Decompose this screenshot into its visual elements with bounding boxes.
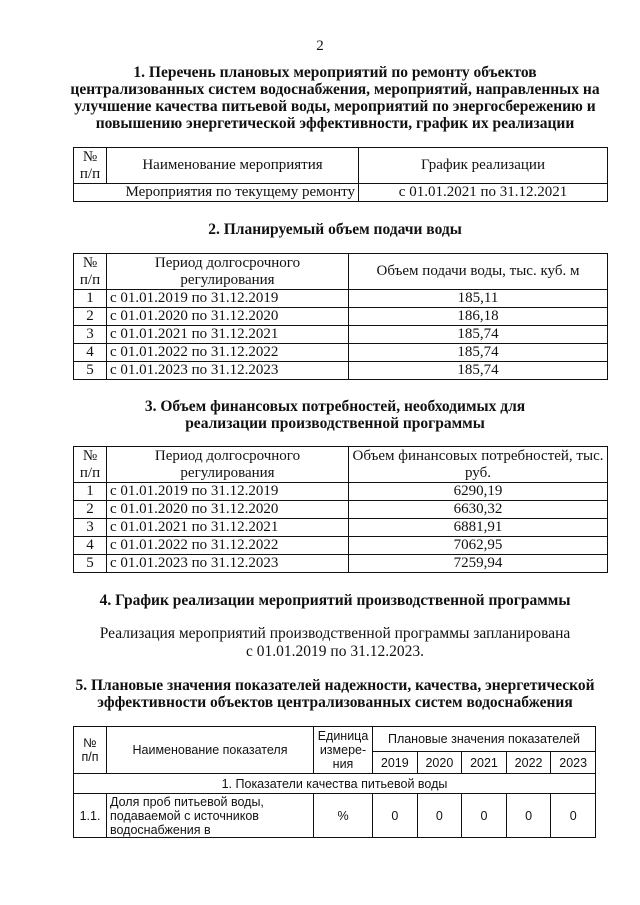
page-number: 2 <box>316 38 324 54</box>
col-num-header: № п/п <box>74 254 107 290</box>
section1-table <box>73 147 608 202</box>
year-header: 2022 <box>506 752 551 774</box>
table-row <box>74 537 608 555</box>
row-period: с 01.01.2021 по 31.12.2021 <box>107 326 349 344</box>
row-num: 2 <box>74 308 107 326</box>
row-unit: % <box>314 794 373 838</box>
table-group-row <box>74 774 596 794</box>
col-name-header: Наименование показателя <box>107 727 314 774</box>
row-period: с 01.01.2020 по 31.12.2020 <box>107 308 349 326</box>
row-num: 5 <box>74 362 107 380</box>
table-header-row <box>74 254 608 290</box>
section2-table <box>73 253 608 380</box>
col-num-header: № п/п <box>74 447 107 483</box>
table-row <box>74 519 608 537</box>
table-header-row <box>74 727 596 752</box>
row-value: 185,74 <box>349 344 608 362</box>
row-period: с 01.01.2021 по 31.12.2021 <box>107 519 349 537</box>
row-period: с 01.01.2019 по 31.12.2019 <box>107 290 349 308</box>
section3-table <box>73 446 608 573</box>
row-period: с 01.01.2020 по 31.12.2020 <box>107 501 349 519</box>
row-period: с 01.01.2023 по 31.12.2023 <box>107 555 349 573</box>
row-num: 1 <box>74 483 107 501</box>
section5-title <box>60 677 610 711</box>
table-row <box>74 794 596 838</box>
col-period-header: Период долгосрочного регулирования <box>107 447 349 483</box>
row-value: 6290,19 <box>349 483 608 501</box>
year-header: 2023 <box>551 752 596 774</box>
section1-title-line: централизованных систем водоснабжения, мероприятий, направленных на <box>70 81 600 98</box>
section4-text-line: Реализация мероприятий производственной программы запланирована <box>99 625 571 642</box>
row-value: 7259,94 <box>349 555 608 573</box>
table-row <box>74 555 608 573</box>
activity-schedule: с 01.01.2021 по 31.12.2021 <box>359 184 608 202</box>
col-num-header: № п/п <box>74 727 107 774</box>
section4-title: 4. График реализации мероприятий производственной программы <box>99 592 571 609</box>
table-row <box>74 344 608 362</box>
row-period: с 01.01.2022 по 31.12.2022 <box>107 537 349 555</box>
row-value: 6630,32 <box>349 501 608 519</box>
table-row <box>74 326 608 344</box>
row-value: 185,11 <box>349 290 608 308</box>
group-title: 1. Показатели качества питьевой воды <box>74 774 596 794</box>
row-value: 0 <box>462 794 507 838</box>
section1-title-line: повышению энергетической эффективности, график их реализации <box>95 115 575 132</box>
section3-title-line: 3. Объем финансовых потребностей, необходимых для <box>144 398 526 415</box>
row-num: 4 <box>74 344 107 362</box>
section2-title: 2. Планируемый объем подачи воды <box>208 221 462 238</box>
col-unit-header: Единица измере-ния <box>314 727 373 774</box>
section1-title <box>60 64 610 132</box>
row-value: 185,74 <box>349 326 608 344</box>
row-period: с 01.01.2022 по 31.12.2022 <box>107 344 349 362</box>
section3-title <box>60 398 610 432</box>
year-header: 2020 <box>417 752 462 774</box>
table-row <box>74 362 608 380</box>
table-row <box>74 501 608 519</box>
section4-text <box>60 625 610 661</box>
year-header: 2021 <box>462 752 507 774</box>
col-value-header: Объем финансовых потребностей, тыс. руб. <box>349 447 608 483</box>
table-header-row <box>74 447 608 483</box>
table-row <box>74 290 608 308</box>
section3-title-line: реализации производственной программы <box>185 415 485 432</box>
table-header-row <box>74 148 608 184</box>
row-num: 4 <box>74 537 107 555</box>
row-period: с 01.01.2019 по 31.12.2019 <box>107 483 349 501</box>
table-row <box>74 184 608 202</box>
table-row <box>74 308 608 326</box>
section1-title-line: улучшение качества питьевой воды, мероприятий по энергосбережению и <box>74 98 596 115</box>
section5-title-line: 5. Плановые значения показателей надежности, качества, энергетической <box>75 677 595 694</box>
row-name: Доля проб питьевой воды, подаваемой с источников водоснабжения в <box>107 794 314 838</box>
row-num: 5 <box>74 555 107 573</box>
section1-title-line: 1. Перечень плановых мероприятий по ремонту объектов <box>133 64 537 81</box>
row-value: 185,74 <box>349 362 608 380</box>
row-value: 6881,91 <box>349 519 608 537</box>
section4-text-line: с 01.01.2019 по 31.12.2023. <box>246 643 424 660</box>
row-value: 0 <box>506 794 551 838</box>
table-row <box>74 483 608 501</box>
col-schedule-header: График реализации <box>359 148 608 184</box>
col-value-header: Объем подачи воды, тыс. куб. м <box>349 254 608 290</box>
col-planned-header: Плановые значения показателей <box>373 727 596 752</box>
row-value: 7062,95 <box>349 537 608 555</box>
row-value: 0 <box>551 794 596 838</box>
activity-name: Мероприятия по текущему ремонту <box>74 184 359 202</box>
row-num: 3 <box>74 519 107 537</box>
row-period: с 01.01.2023 по 31.12.2023 <box>107 362 349 380</box>
col-num-header: № п/п <box>74 148 107 184</box>
row-value: 0 <box>417 794 462 838</box>
row-num: 2 <box>74 501 107 519</box>
section5-title-line: эффективности объектов централизованных систем водоснабжения <box>97 694 573 711</box>
row-num: 1 <box>74 290 107 308</box>
year-header: 2019 <box>373 752 418 774</box>
row-value: 0 <box>373 794 418 838</box>
row-value: 186,18 <box>349 308 608 326</box>
col-period-header: Период долгосрочного регулирования <box>107 254 349 290</box>
row-num: 1.1. <box>74 794 107 838</box>
section5-table <box>73 726 596 838</box>
col-name-header: Наименование мероприятия <box>107 148 359 184</box>
row-num: 3 <box>74 326 107 344</box>
